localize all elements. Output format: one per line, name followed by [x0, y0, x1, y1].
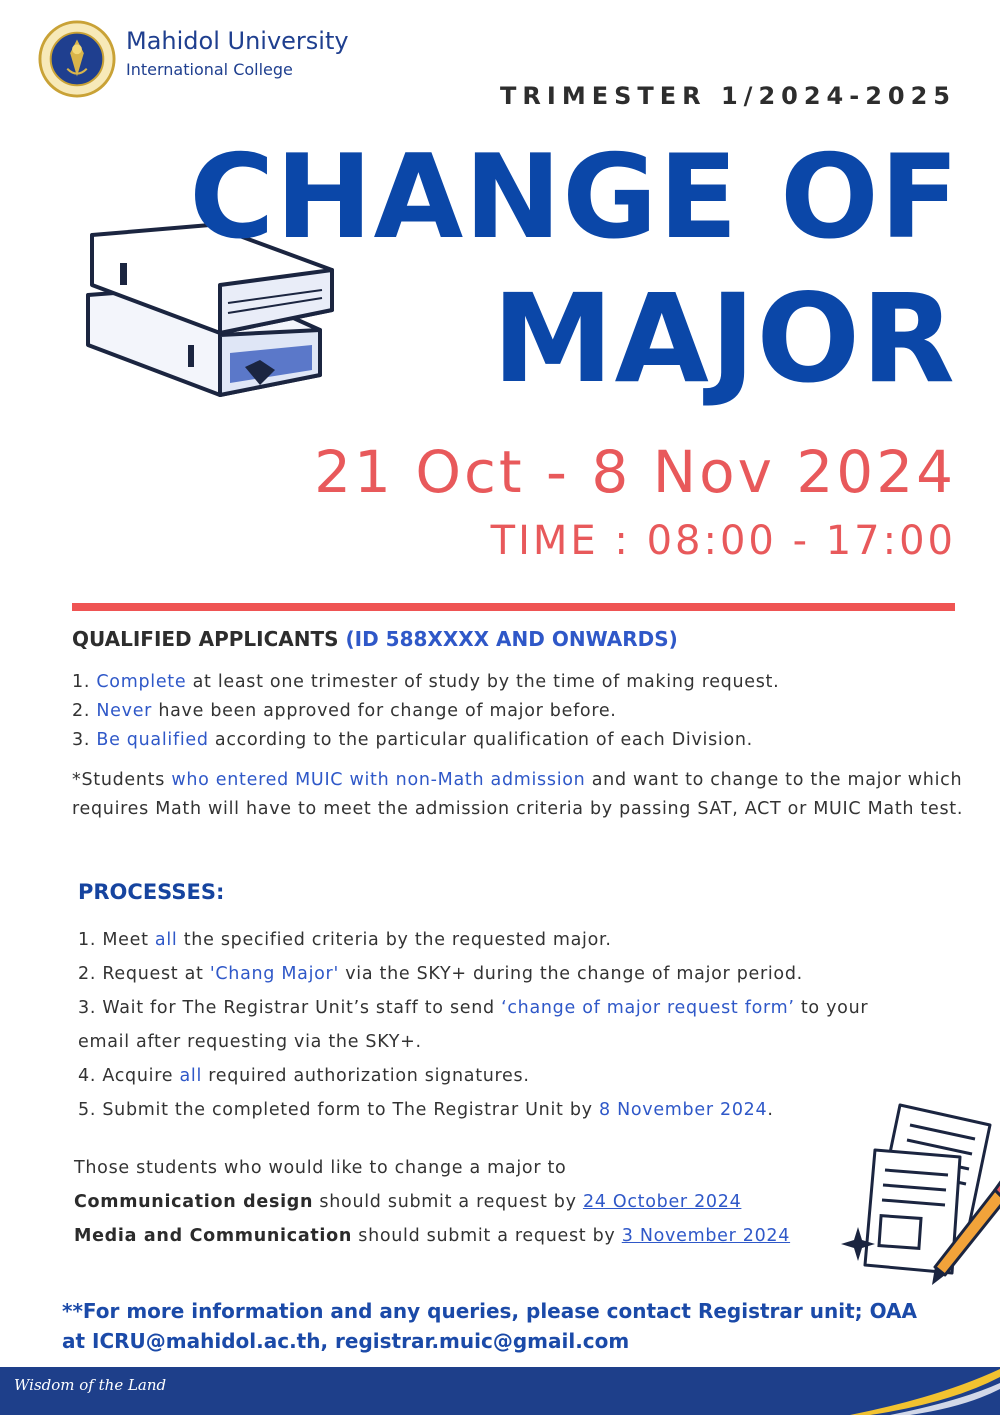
university-seal-logo	[38, 20, 116, 98]
divider	[72, 603, 955, 611]
trimester-label: TRIMESTER 1/2024-2025	[500, 82, 956, 110]
deadline-intro: Those students who would like to change a major to	[74, 1158, 567, 1178]
contact-line-2[interactable]: at ICRU@mahidol.ac.th, registrar.muic@gmail.com	[62, 1329, 630, 1353]
footer-swoosh	[830, 1367, 1000, 1415]
math-note: *Students who entered MUIC with non-Math admission and want to change to the major which requires Math will have to meet the admission criteria by passing SAT, ACT or MUIC Math test.	[72, 770, 964, 819]
process-step: 3. Wait for The Registrar Unit’s staff to send ‘change of major request form’ to your	[78, 998, 869, 1018]
title-line-1: CHANGE OF	[189, 130, 960, 265]
deadline-media-communication: Media and Communication should submit a request by 3 November 2024	[74, 1226, 791, 1246]
university-name: Mahidol University	[126, 27, 349, 55]
footer-motto: Wisdom of the Land	[14, 1376, 167, 1394]
contact-line-1: **For more information and any queries, please contact Registrar unit; OAA	[62, 1299, 918, 1323]
process-step: 2. Request at 'Chang Major' via the SKY+ during the change of major period.	[78, 964, 803, 984]
papers-pencil-illustration	[840, 1095, 1000, 1295]
qualified-item: 2. Never have been approved for change of major before.	[72, 701, 617, 721]
process-step-continued: email after requesting via the SKY+.	[78, 1032, 422, 1052]
qualified-item: 3. Be qualified according to the particular qualification of each Division.	[72, 730, 753, 750]
deadline-communication-design: Communication design should submit a request by 24 October 2024	[74, 1192, 742, 1212]
time-range: TIME : 08:00 - 17:00	[490, 518, 956, 564]
deadline-date-link[interactable]: 3 November 2024	[621, 1226, 791, 1246]
title-line-2: MAJOR	[492, 268, 956, 410]
process-step: 1. Meet all the specified criteria by the requested major.	[78, 930, 612, 950]
process-step: 4. Acquire all required authorization signatures.	[78, 1066, 530, 1086]
date-range: 21 Oct - 8 Nov 2024	[314, 438, 956, 506]
qualified-heading: QUALIFIED APPLICANTS (ID 588XXXX AND ONWARDS)	[72, 627, 678, 651]
college-name: International College	[126, 60, 293, 79]
contact-info	[62, 1296, 917, 1356]
qualified-item: 1. Complete at least one trimester of study by the time of making request.	[72, 672, 780, 692]
deadline-date-link[interactable]: 24 October 2024	[582, 1192, 742, 1212]
processes-heading: PROCESSES:	[78, 880, 225, 904]
process-step: 5. Submit the completed form to The Registrar Unit by 8 November 2024.	[78, 1100, 774, 1120]
